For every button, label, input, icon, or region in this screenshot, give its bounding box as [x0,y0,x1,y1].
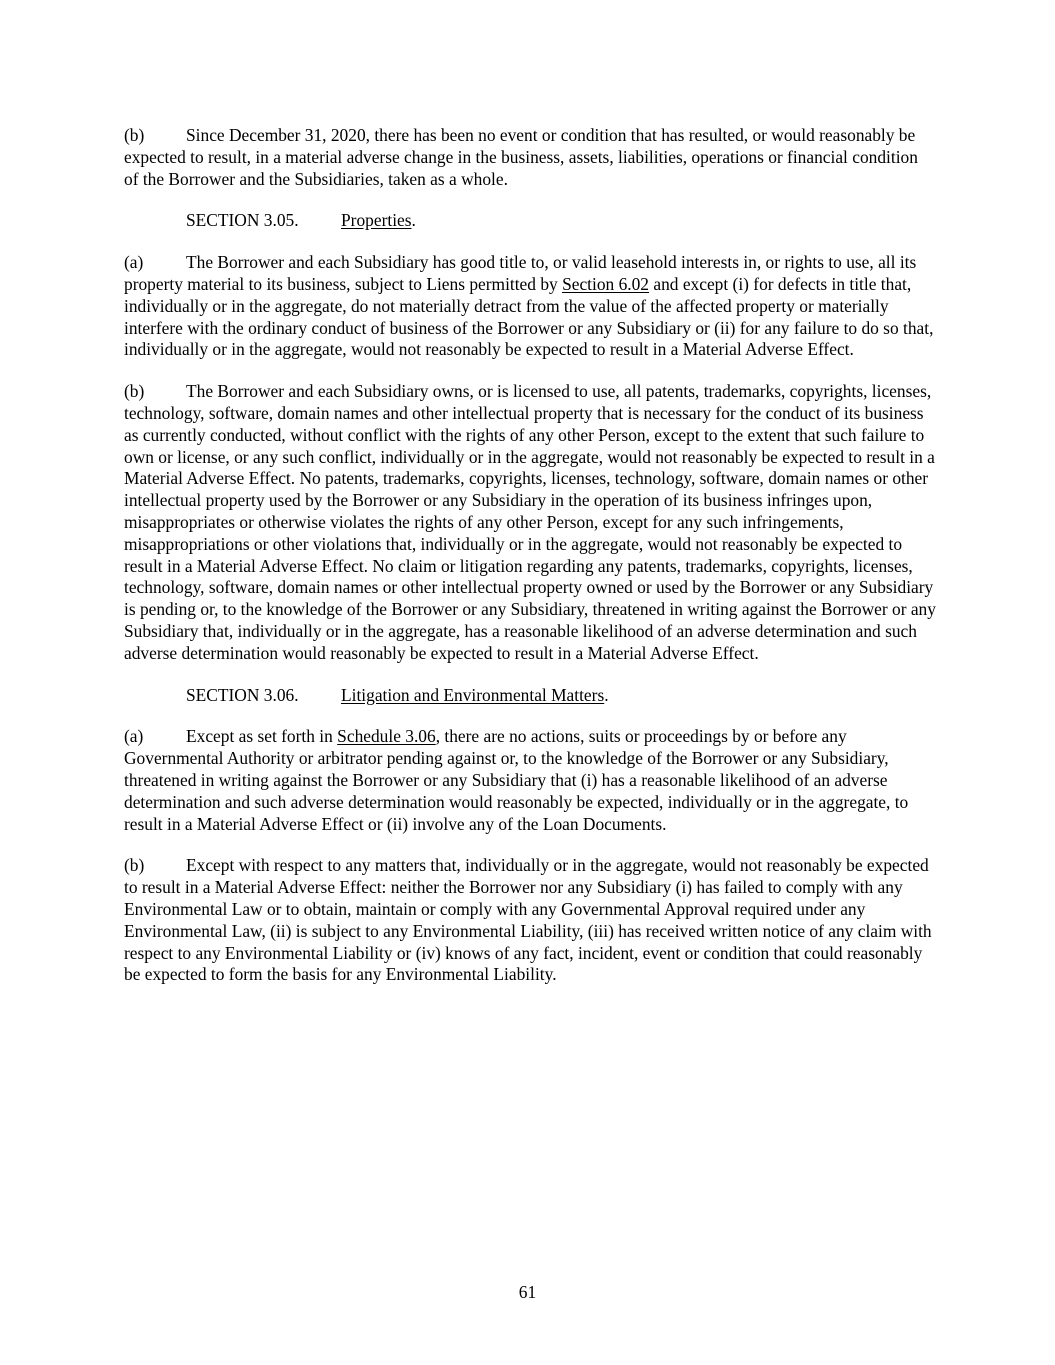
document-page [124,125,936,1006]
section-heading-3-06 [186,685,936,707]
paragraph-label: (b) [124,381,145,402]
paragraph-label: (b) [124,855,145,876]
section-title: Litigation and Environmental Matters [341,684,605,705]
paragraph-label: (a) [124,252,144,273]
section-heading-3-05 [186,210,936,232]
paragraph-text: The Borrower and each Subsidiary owns, or is licensed to use, all patents, trademarks, copyrights, licenses, technology, software, domain names and other intellectual property that is necessary for the conduct of its business as currently conducted, without conflict with the rights of any other Person, except to the extent that such failure to own or license, or any such conflict, individually or in the aggregate, would not reasonably be expected to result in a Material Adverse Effect. No patents, trademarks, copyrights, licenses, technology, software, domain names or other intellectual property used by the Borrower or any Subsidiary in the operation of its business infringes upon, misappropriates or otherwise violates the rights of any other Person, except for any such infringements, misappropriations or other violations that, individually or in the aggregate, would not reasonably be expected to result in a Material Adverse Effect. No claim or litigation regarding any patents, trademarks, copyrights, licenses, technology, software, domain names or other intellectual property owned or used by the Borrower or any Subsidiary is pending or, to the knowledge of the Borrower or any Subsidiary, threatened in writing against the Borrower or any Subsidiary that, individually or in the aggregate, has a reasonable likelihood of an adverse determination and such adverse determination would reasonably be expected to result in a Material Adverse Effect. [124,381,936,663]
schedule-reference-link: Schedule 3.06 [337,726,436,747]
section-number: SECTION 3.06. [186,684,299,705]
paragraph-3-06-a [124,726,936,835]
section-number: SECTION 3.05. [186,210,299,231]
paragraph-label: (b) [124,125,145,145]
paragraph-label: (a) [124,726,144,747]
paragraph-text-after: and except (i) for defects in title that, individually or in the aggregate, do not materially detract from the value of the affected property or materially interfere with the ordinary conduct of business of the Borrower or any Subsidiary or (ii) for any failure to do so that, individually or in the aggregate, would not reasonably be expected to result in a Material Adverse Effect. [124,273,934,360]
paragraph-text-after: , there are no actions, suits or proceedings by or before any Governmental Authority or arbitrator pending against or, to the knowledge of the Borrower or any Subsidiary, threatened in writing against the Borrower or any Subsidiary that (i) has a reasonable likelihood of an adverse determination and such adverse determination would reasonably be expected, individually or in the aggregate, to result in a Material Adverse Effect or (ii) involve any of the Loan Documents. [124,726,909,834]
paragraph-3-05-a [124,252,936,361]
section-title: Properties [341,210,412,231]
paragraph-text-before: Except as set forth in [186,726,338,747]
section-title-period: . [411,210,416,231]
page-number: 61 [518,1282,537,1302]
paragraph-text: Except with respect to any matters that, individually or in the aggregate, would not reasonably be expected to result in a Material Adverse Effect: neither the Borrower nor any Subsidiary (i) has failed to comply with any Environmental Law or to obtain, maintain or comply with any Governmental Approval required under any Environmental Law, (ii) is subject to any Environmental Liability, (iii) has received written notice of any claim with respect to any Environmental Liability or (iv) knows of any fact, incident, event or condition that could reasonably be expected to form the basis for any Environmental Liability. [124,855,932,985]
section-reference-link: Section 6.02 [562,273,650,294]
paragraph-text-before: The Borrower and each Subsidiary has good title to, or valid leasehold interests in, or rights to use, all its property material to its business, subject to Liens permitted by [124,252,917,294]
section-title-period: . [604,684,609,705]
paragraph-text: Since December 31, 2020, there has been no event or condition that has resulted, or would reasonably be expected to result, in a material adverse change in the business, assets, liabilities, operations or financial condition of the Borrower and the Subsidiaries, taken as a whole. [124,125,918,189]
paragraph-3-06-b [124,855,936,986]
paragraph-3-04-b [124,125,936,190]
paragraph-3-05-b [124,381,936,664]
